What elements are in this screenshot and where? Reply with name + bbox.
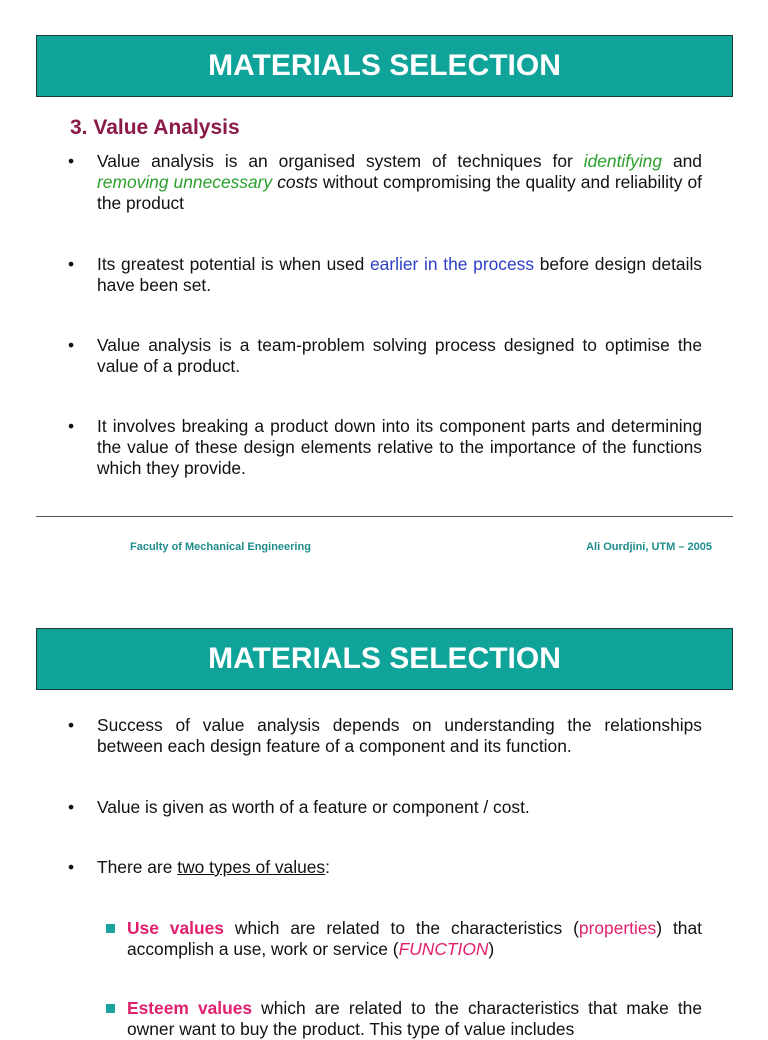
- square-bullet-icon: [106, 924, 115, 933]
- slide2-banner: [36, 628, 733, 690]
- slide2-bullet-1: [68, 715, 702, 757]
- slide1-footer-left: Faculty of Mechanical Engineering: [130, 541, 311, 553]
- highlight-esteem-values: Esteem values: [127, 998, 253, 1018]
- slide1-section-title: 3. Value Analysis: [70, 116, 240, 139]
- bullet-text: [97, 151, 702, 214]
- bullet-text: It involves breaking a product down into its component parts and determining the value of these design elements relative to the importance of the functions which they provide.: [97, 416, 702, 478]
- text-run: Its greatest potential is when used: [97, 254, 371, 274]
- bullet-dot: •: [68, 416, 75, 436]
- slide2-sub-bullet-use-values: [106, 918, 702, 960]
- slide1-banner: [36, 35, 733, 97]
- text-run: without compromising the quality and reliability of the product: [97, 172, 703, 213]
- slide2-sub-bullet-esteem-values: [106, 998, 702, 1040]
- highlight-function: FUNCTION: [398, 939, 489, 959]
- slide1-bullet-1: [68, 151, 702, 214]
- square-bullet-icon: [106, 1004, 115, 1013]
- slide1-banner-title: MATERIALS SELECTION: [208, 49, 561, 82]
- sub-bullet-text: [127, 998, 702, 1040]
- highlight-earlier-in-the-process: earlier in the process: [370, 254, 535, 274]
- underlined-two-types-of-values: two types of values: [177, 857, 326, 877]
- text-run: ) that accomplish a use, work or service (: [127, 918, 702, 959]
- highlight-removing-unnecessary: removing unnecessary: [97, 172, 273, 192]
- bullet-dot: •: [68, 335, 75, 355]
- highlight-use-values: Use values: [127, 918, 224, 938]
- text-run: before design details have been set.: [97, 254, 702, 295]
- text-run: ): [488, 939, 495, 959]
- bullet-text: [97, 857, 702, 878]
- slide1-bullet-3: [68, 335, 702, 377]
- bullet-text: Value is given as worth of a feature or component / cost.: [97, 797, 530, 817]
- bullet-dot: •: [68, 857, 75, 877]
- slide1-bullet-4: [68, 416, 702, 479]
- bullet-dot: •: [68, 797, 75, 817]
- slide1-bullet-2: [68, 254, 702, 296]
- slide1-footer-right: Ali Ourdjini, UTM – 2005: [586, 541, 712, 553]
- slide2-bullet-3: [68, 857, 702, 878]
- bullet-dot: •: [68, 151, 75, 171]
- text-run: which are related to the characteristics (: [223, 918, 579, 938]
- sub-bullet-text: [127, 918, 702, 960]
- text-run: There are: [97, 857, 178, 877]
- bullet-text: Success of value analysis depends on understanding the relationships between each design feature of a component and its function.: [97, 715, 702, 756]
- bullet-text: [97, 254, 702, 296]
- slide1-footer-divider: [36, 516, 733, 517]
- bullet-dot: •: [68, 715, 75, 735]
- highlight-identifying: identifying: [583, 151, 663, 171]
- bullet-dot: •: [68, 254, 75, 274]
- bullet-text: Value analysis is a team-problem solving process designed to optimise the value of a product.: [97, 335, 702, 376]
- text-run: and: [662, 151, 702, 171]
- slide2-banner-title: MATERIALS SELECTION: [208, 642, 561, 675]
- italic-costs: costs: [277, 172, 318, 192]
- text-run: :: [325, 857, 330, 877]
- text-run: which are related to the characteristics that make the owner want to buy the product. This type of value includes: [127, 998, 703, 1039]
- text-run: Value analysis is an organised system of techniques for: [97, 151, 584, 171]
- highlight-properties: properties: [578, 918, 657, 938]
- slide2-bullet-2: [68, 797, 702, 818]
